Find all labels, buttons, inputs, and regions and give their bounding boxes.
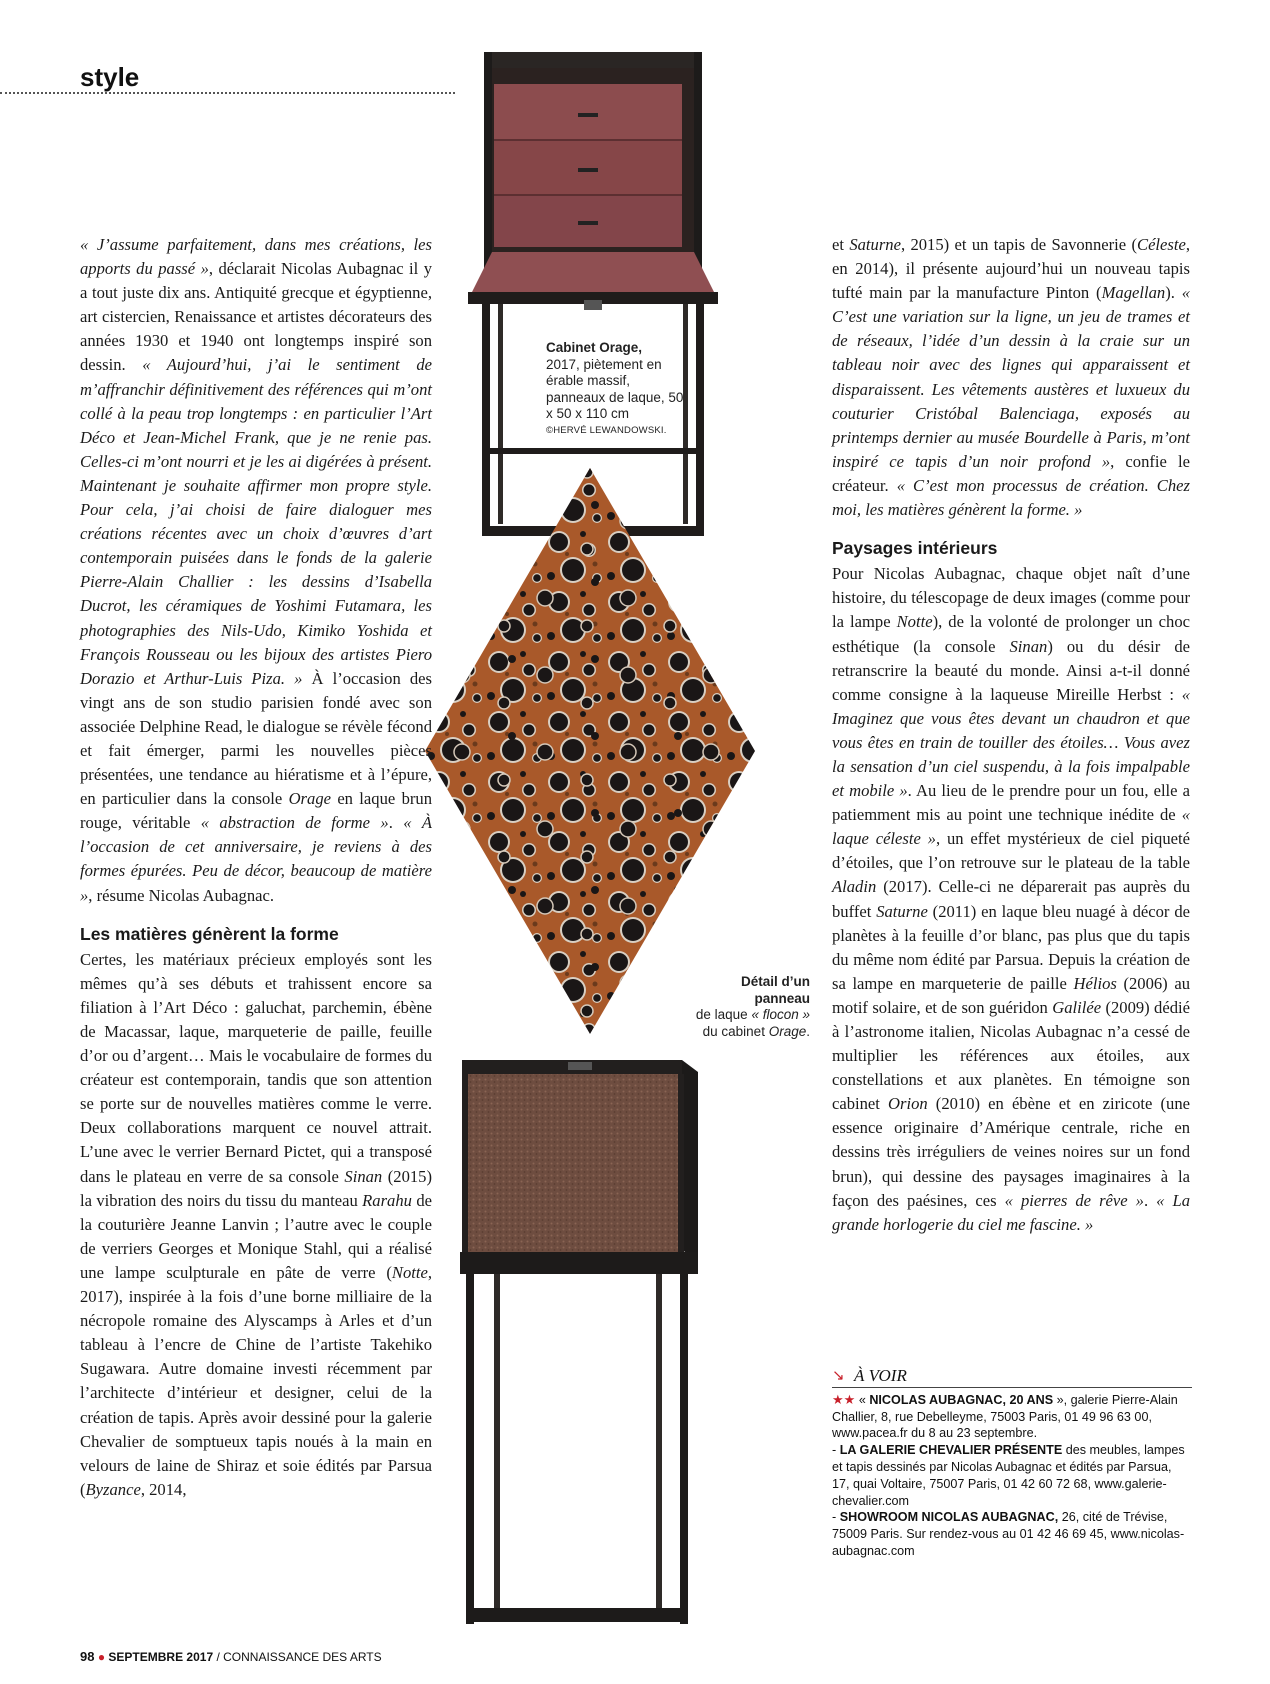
section-tag: style: [80, 62, 140, 92]
page-footer: [80, 1649, 382, 1664]
section-divider: [0, 92, 455, 94]
page-number: 98: [80, 1649, 95, 1664]
cabinet-caption: [546, 340, 686, 439]
detail-caption-title: Détail d’un panneau: [740, 974, 810, 1006]
article-column-left: [80, 233, 432, 1502]
article-paragraph: « J’assume parfaitement, dans mes créations, les apports du passé », déclarait Nicolas Aubagnac il y a tout juste dix ans. Antiquité grecque et égyptienne, art cistercien, Renaissance et artistes décorateurs des années 1930 et 1940 ont longtemps inspiré son dessin. « Aujourd’hui, j’ai le sentiment de m’affranchir définitivement des références qui m’ont collé à la peau trop longtemps : en particulier l’Art Déco et Jean-Michel Frank, que je ne renie pas. Celles-ci m’ont nourri et je les ai digérées à présent. Maintenant je souhaite affirmer mon propre style. Pour cela, j’ai choisi de faire dialoguer mes créations récentes avec un choix d’œuvres d’art contemporain puisées dans le fonds de la galerie Pierre-Alain Challier : les dessins d’Isabella Ducrot, les céramiques de Yoshimi Futamara, les photographies des Nils-Udo, Kimiko Yoshida et François Rousseau ou les bijoux des artistes Piero Dorazio et Arthur-Luis Piza. » À l’occasion des vingt ans de son studio parisien fondé avec son associée Delphine Read, le dialogue se révèle fécond et fait émerger, parmi les nouvelles pièces présentées, une tendance au hiératisme et à l’épure, en particulier dans la console Orage en laque brun rouge, véritable « abstraction de forme ». « À l’occasion de cet anniversaire, je reviens à des formes épurées. Peu de décor, beaucoup de matière », résume Nicolas Aubagnac.: [80, 235, 433, 905]
subheading: Paysages intérieurs: [832, 538, 998, 559]
a-voir-heading: [832, 1368, 1192, 1388]
article-paragraph: et Saturne, 2015) et un tapis de Savonnerie (Céleste, en 2014), il présente aujourd’hui un nouveau tapis tufté main par la manufacture Pinton (Magellan). « C’est une variation sur la ligne, un jeu de trames et de réseaux, l’idée d’un dessin à la craie sur un tableau noir avec des lignes qui apparaissent et disparaissent. Les vêtements austères et luxueux du couturier Cristóbal Balenciaga, exposés au printemps dernier au musée Bourdelle à Paris, m’ont inspiré ce tapis d’un noir profond », confie le créateur. « C’est mon processus de création. Chez moi, les matières génèrent la forme. »: [832, 235, 1190, 520]
issue-date: SEPTEMBRE 2017: [108, 1650, 214, 1664]
a-voir-item: - SHOWROOM NICOLAS AUBAGNAC, 26, cité de Trévise, 75009 Paris. Sur rendez-vous au 01 42 46 69 45, www.nicolas-aubagnac.com: [832, 1510, 1185, 1558]
subheading: Les matières génèrent la forme: [80, 923, 339, 944]
a-voir-item: - LA GALERIE CHEVALIER PRÉSENTE des meubles, lampes et tapis dessinés par Nicolas Aubagnac et édités par Parsua, 17, quai Voltaire, 75007 Paris, 01 42 60 72 68, www.galerie-chevalier.com: [832, 1443, 1185, 1508]
lacquer-detail-photo: [425, 468, 755, 1038]
cabinet-cube-photo: [460, 1060, 700, 1640]
cabinet-photo-credit: ©HERVÉ LEWANDOWSKI.: [546, 424, 667, 436]
bullet-icon: ●: [97, 1650, 106, 1664]
detail-caption-body: de laque « flocon » du cabinet Orage.: [695, 1007, 810, 1039]
cabinet-caption-body: 2017, piètement en érable massif, panneaux de laque, 50 x 50 x 110 cm: [546, 356, 684, 421]
a-voir-item-text: « NICOLAS AUBAGNAC, 20 ANS », galerie Pierre-Alain Challier, 8, rue Debelleyme, 75003 Paris, 01 49 96 63 00, www.pacea.fr du 8 au 23 septembre.: [832, 1392, 1178, 1441]
star-rating-icon: ★★: [832, 1391, 856, 1407]
a-voir-box: [832, 1368, 1192, 1560]
magazine-name: / CONNAISSANCE DES ARTS: [216, 1650, 382, 1664]
article-paragraph: Pour Nicolas Aubagnac, chaque objet naît d’une histoire, du télescopage de deux images (comme pour la lampe Notte), de la volonté de prolonger un choc esthétique (la console Sinan) ou du désir de retranscrire la beauté du monde. Ainsi a-t-il donné comme consigne à la laqueuse Mireille Herbst : « Imaginez que vous êtes devant un chaudron et que vous êtes en train de touiller des étoiles… Vous avez la sensation d’un ciel suspendu, à la fois impalpable et mobile ». Au lieu de le prendre pour un fou, elle a patiemment mis au point une technique inédite de « laque céleste », un effet mystérieux de ciel piqueté d’étoiles, que l’on retrouve sur le plateau de la table Aladin (2017). Celle-ci ne déparerait pas auprès du buffet Saturne (2011) en laque bleu nuagé à décor de planètes à la feuille d’or blanc, pas plus que du tapis du même nom édité par Parsua. Depuis la création de sa lampe en marqueterie de paille Hélios (2006) au motif solaire, et de son guéridon Galilée (2009) dédié à l’astronome italien, Nicolas Aubagnac n’a cessé de multiplier les références aux étoiles, aux constellations et aux planètes. En témoigne son cabinet Orion (2010) en ébène et en ziricote (une essence originaire d’Amérique centrale, riche en dessins très irréguliers de veines noires sur un fond brun), qui dessine des paysages imaginaires à la façon des paésines, ces « pierres de rêve ». « La grande horlogerie du ciel me fascine. »: [832, 564, 1191, 1234]
detail-caption: [690, 974, 810, 1040]
article-column-right: [832, 233, 1190, 1237]
article-paragraph: Certes, les matériaux précieux employés sont les mêmes qu’à ses débuts et trahissent encore sa filiation à l’Art Déco : galuchat, parchemin, ébène de Macassar, laque, marqueterie de paille, feuille d’or ou d’argent… Mais le vocabulaire de formes du créateur est contemporain, tandis que son attention se porte sur de nouvelles matières comme le verre. Deux collaborations marquent ce nouvel attrait. L’une avec le verrier Bernard Pictet, qui a transposé dans le plateau en verre de sa console Sinan (2015) la vibration des noirs du tissu du manteau Rarahu de la couturière Jeanne Lanvin ; l’autre avec le couple de verriers Georges et Monique Stahl, qui a réalisé une lampe sculpturale en pâte de verre (Notte, 2017), inspirée à la fois d’une borne milliaire de la nécropole romaine des Alyscamps à Arles et d’un tableau à l’encre de Chine de l’artiste Takehiko Sugawara. Autre domaine investi récemment par l’architecte d’intérieur et designer, celui de la création de tapis. Après avoir dessiné pour la galerie Chevalier de somptueux tapis noués à la main en velours de laine de Shiraz et soie édités par Parsua (Byzance, 2014,: [80, 949, 432, 1499]
cabinet-caption-title: Cabinet Orage,: [546, 340, 643, 355]
arrow-icon: ↘: [832, 1368, 845, 1384]
a-voir-item: [832, 1392, 1192, 1442]
a-voir-title: À VOIR: [854, 1366, 907, 1385]
